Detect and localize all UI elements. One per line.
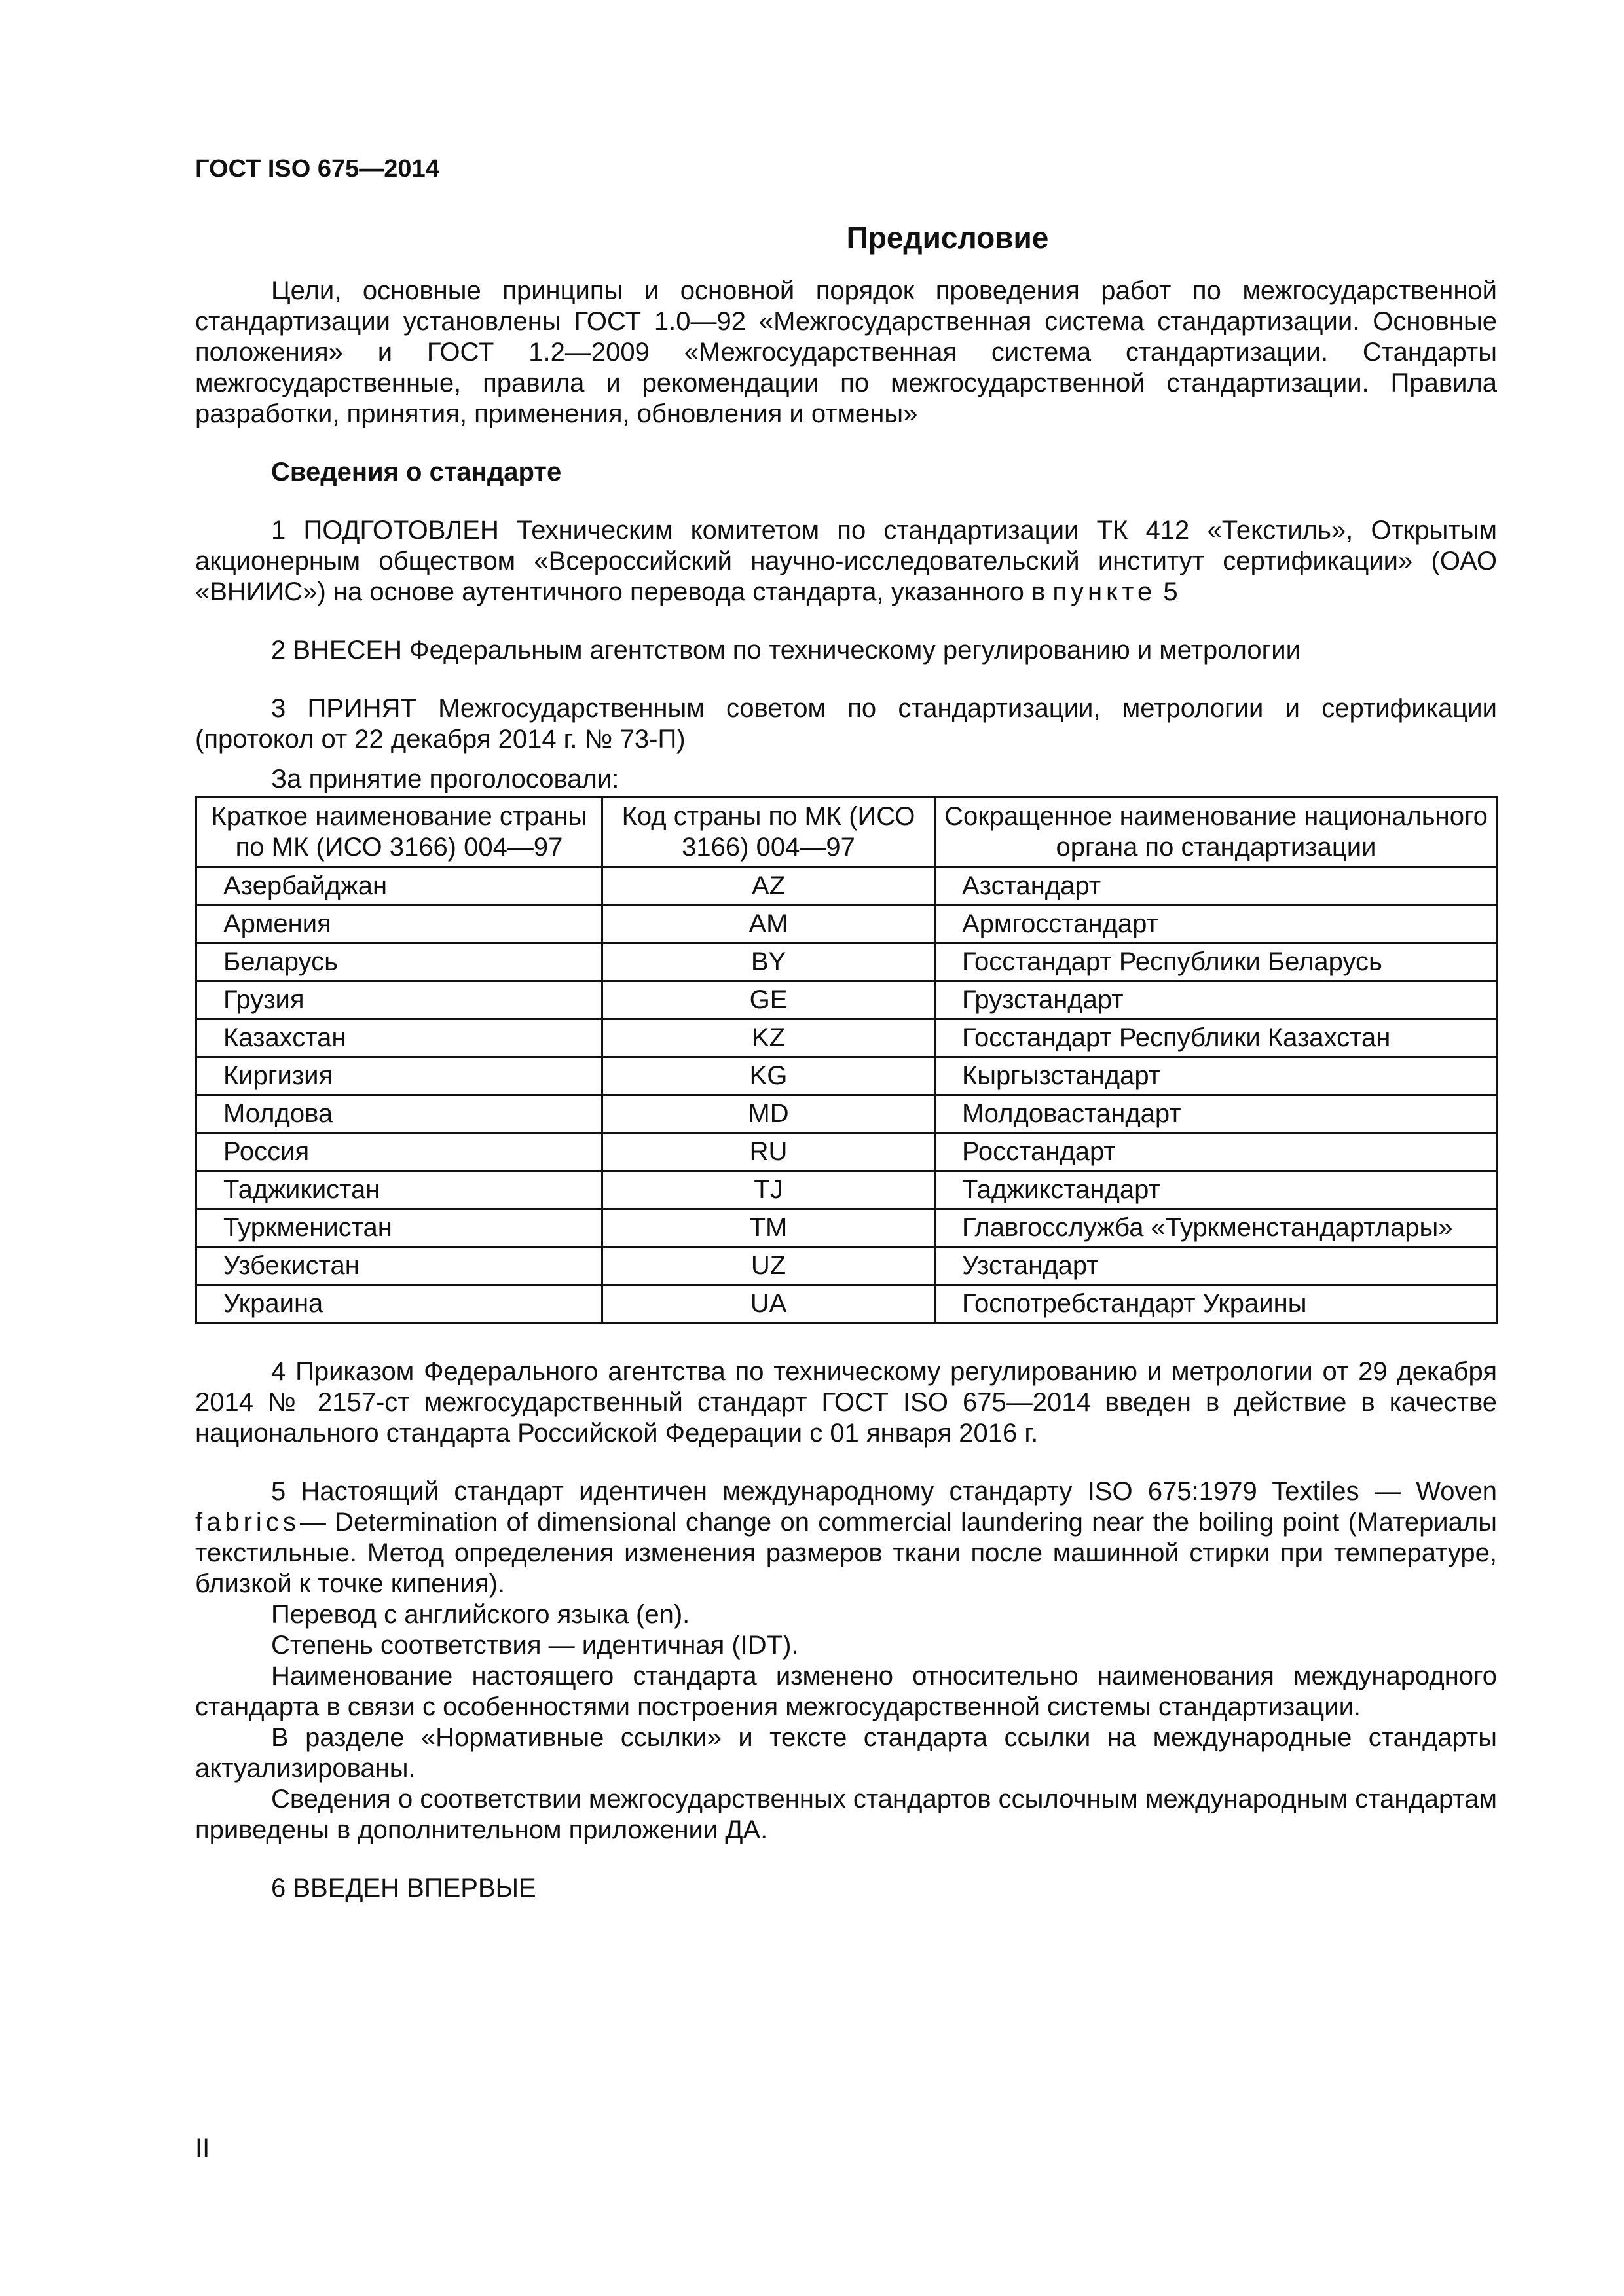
table-row — [196, 1133, 1498, 1171]
column-header-organization: Сокращенное наименование национального органа по стандартизации — [935, 797, 1498, 867]
section-subheading: Сведения о стандарте — [271, 458, 562, 486]
item-6-paragraph: 6 ВВЕДЕН ВПЕРВЫЕ — [271, 1874, 536, 1903]
country-cell: Туркменистан — [196, 1209, 602, 1247]
item-5-refs: В разделе «Нормативные ссылки» и тексте стандарта ссылки на международные стандарты актуализированы. — [195, 1723, 1497, 1783]
country-cell: Казахстан — [196, 1019, 602, 1057]
code-cell: RU — [602, 1133, 935, 1171]
page-title: Предисловие — [846, 221, 1049, 255]
code-cell: TJ — [602, 1171, 935, 1209]
column-header-country: Краткое наименование страны по МК (ИСО 3166) 004—97 — [196, 797, 602, 867]
item-5-spaced-word: fabrics — [195, 1508, 300, 1537]
intro-paragraph: Цели, основные принципы и основной порядок проведения работ по межгосударственной стандартизации установлены ГОСТ 1.0—92 «Межгосударственная система стандартизации. Основные положения» и ГОСТ 1.2—2009 «Межгосударственная система стандартизации. Стандарты межгосударственные, правила и рекомендации по межгосударственной стандартизации. Правила разработки, принятия, применения, обновления и отмены» — [195, 276, 1497, 428]
organization-cell: Молдовастандарт — [935, 1095, 1498, 1133]
country-cell: Молдова — [196, 1095, 602, 1133]
country-cell: Киргизия — [196, 1057, 602, 1095]
table-row — [196, 867, 1498, 905]
code-cell: KZ — [602, 1019, 935, 1057]
code-cell: MD — [602, 1095, 935, 1133]
code-cell: AZ — [602, 867, 935, 905]
country-cell: Украина — [196, 1285, 602, 1323]
table-row — [196, 1285, 1498, 1323]
item-1-text: 1 ПОДГОТОВЛЕН Техническим комитетом по стандартизации ТК 412 «Текстиль», Открытым акционерным обществом «Всероссийский научно-исследовательский институт сертификации» (ОАО «ВНИИС») на основе аутентичного перевода стандарта, указанного в — [195, 516, 1497, 606]
table-header-row — [196, 797, 1498, 867]
item-1-tail: 5 — [1163, 577, 1178, 606]
item-5-appendix: Сведения о соответствии межгосударственных стандартов ссылочным международным стандартам приведены в дополнительном приложении ДА. — [195, 1785, 1497, 1844]
country-cell: Таджикистан — [196, 1171, 602, 1209]
item-5-text-b: — Determination of dimensional change on commercial laundering near the boiling point (Материалы текстильные. Метод определения изменения размеров ткани после машинной стирки при температуре, близкой к точке кипения). — [195, 1508, 1497, 1598]
organization-cell: Росстандарт — [935, 1133, 1498, 1171]
code-cell: KG — [602, 1057, 935, 1095]
organization-cell: Главгосслужба «Туркменстандартлары» — [935, 1209, 1498, 1247]
table-row — [196, 905, 1498, 943]
code-cell: TM — [602, 1209, 935, 1247]
table-row — [196, 943, 1498, 981]
item-5-naming: Наименование настоящего стандарта изменено относительно наименования международного стандарта в связи с особенностями построения межгосударственной системы стандартизации. — [195, 1662, 1497, 1721]
country-cell: Беларусь — [196, 943, 602, 981]
code-cell: UZ — [602, 1247, 935, 1285]
table-body — [196, 867, 1498, 1323]
table-row — [196, 1209, 1498, 1247]
item-2-paragraph: 2 ВНЕСЕН Федеральным агентством по техническому регулированию и метрологии — [271, 636, 1301, 665]
organization-cell: Грузстандарт — [935, 981, 1498, 1019]
organization-cell: Азстандарт — [935, 867, 1498, 905]
item-5-translation: Перевод с английского языка (en). — [271, 1600, 690, 1629]
country-cell: Узбекистан — [196, 1247, 602, 1285]
column-header-code: Код страны по МК (ИСО 3166) 004—97 — [602, 797, 935, 867]
country-cell: Армения — [196, 905, 602, 943]
item-3-paragraph: 3 ПРИНЯТ Межгосударственным советом по стандартизации, метрологии и сертификации (протокол от 22 декабря 2014 г. № 73-П) — [195, 694, 1497, 754]
table-row — [196, 1095, 1498, 1133]
organization-cell: Армгосстандарт — [935, 905, 1498, 943]
organization-cell: Госпотребстандарт Украины — [935, 1285, 1498, 1323]
organization-cell: Госстандарт Республики Беларусь — [935, 943, 1498, 981]
code-cell: UA — [602, 1285, 935, 1323]
code-cell: GE — [602, 981, 935, 1019]
document-header: ГОСТ ISO 675—2014 — [195, 155, 439, 183]
table-row — [196, 981, 1498, 1019]
code-cell: BY — [602, 943, 935, 981]
country-cell: Грузия — [196, 981, 602, 1019]
item-5-degree: Степень соответствия — идентичная (IDT). — [271, 1631, 799, 1660]
table-row — [196, 1171, 1498, 1209]
organization-cell: Узстандарт — [935, 1247, 1498, 1285]
code-cell: AM — [602, 905, 935, 943]
country-cell: Россия — [196, 1133, 602, 1171]
vote-intro: За принятие проголосовали: — [271, 765, 619, 793]
table-row — [196, 1057, 1498, 1095]
item-1-paragraph — [195, 515, 1497, 608]
organization-cell: Кыргызстандарт — [935, 1057, 1498, 1095]
document-page — [195, 154, 1497, 1904]
organization-cell: Госстандарт Республики Казахстан — [935, 1019, 1498, 1057]
page-number: II — [195, 2134, 210, 2162]
organization-cell: Таджикстандарт — [935, 1171, 1498, 1209]
table-row — [196, 1019, 1498, 1057]
item-4-paragraph: 4 Приказом Федерального агентства по техническому регулированию и метрологии от 29 декабря 2014 № 2157-ст межгосударственный стандарт ГОСТ ISO 675—2014 введен в действие в качестве национального стандарта Российской Федерации с 01 января 2016 г. — [195, 1357, 1497, 1448]
item-5-text-a: 5 Настоящий стандарт идентичен международному стандарту ISO 675:1979 Textiles — Woven — [271, 1477, 1497, 1506]
table-row — [196, 1247, 1498, 1285]
item-5-paragraph — [195, 1476, 1497, 1599]
item-1-spaced-word: пункте — [1052, 577, 1156, 606]
country-cell: Азербайджан — [196, 867, 602, 905]
countries-table — [195, 796, 1498, 1324]
